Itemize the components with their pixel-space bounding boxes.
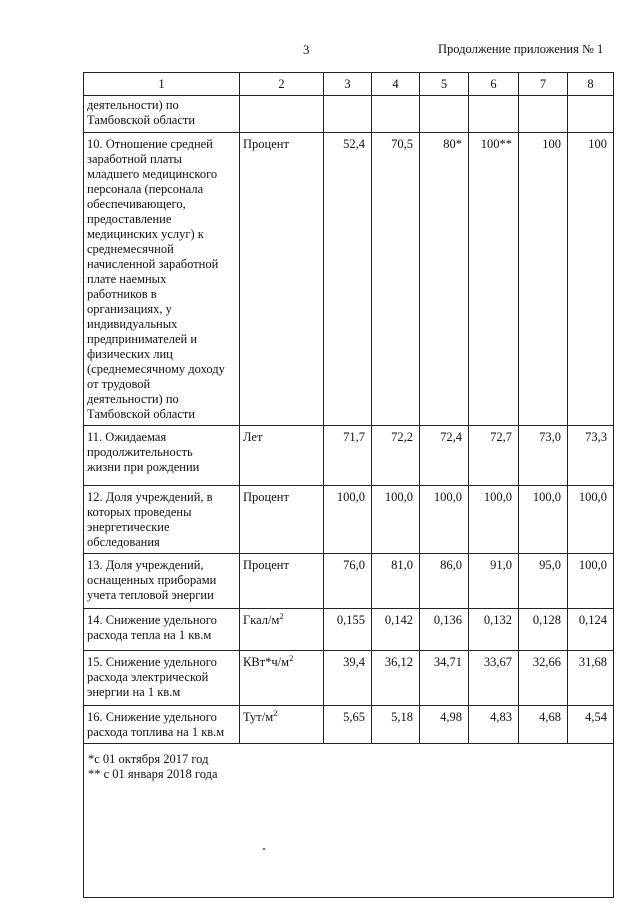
indicator-line: Тамбовской области	[87, 407, 196, 421]
unit-text: Гкал/м	[243, 613, 280, 627]
value-cell: 100,0	[568, 486, 614, 554]
value-cell: 5,65	[324, 706, 372, 744]
indicator-line: предоставление	[87, 212, 172, 226]
value-cell: 52,4	[324, 133, 372, 426]
indicator-line: начисленной заработной	[87, 257, 219, 271]
indicator-line: младшего медицинского	[87, 167, 218, 181]
value-cell: 81,0	[372, 554, 420, 609]
column-header: 7	[519, 73, 568, 96]
value-cell: 95,0	[519, 554, 568, 609]
indicator-cell	[84, 651, 240, 706]
text-line: деятельности) по	[87, 98, 179, 112]
value-cell: 4,54	[568, 706, 614, 744]
table-body	[84, 73, 614, 898]
indicator-cell	[84, 554, 240, 609]
table-row	[84, 426, 614, 486]
value-cell: 36,12	[372, 651, 420, 706]
value-cell: 100,0	[568, 554, 614, 609]
value-cell: 31,68	[568, 651, 614, 706]
indicator-line: продолжительность	[87, 445, 193, 459]
value-cell: 4,68	[519, 706, 568, 744]
indicator-cell	[84, 426, 240, 486]
column-header: 2	[240, 73, 324, 96]
indicator-line: персонала (персонала	[87, 182, 204, 196]
value-cell: 100,0	[324, 486, 372, 554]
value-cell: 4,98	[420, 706, 469, 744]
value-cell: 100,0	[519, 486, 568, 554]
unit-text: КВт*ч/м	[243, 655, 290, 669]
unit-cell	[240, 554, 324, 609]
value-cell: 73,3	[568, 426, 614, 486]
indicator-line: расхода тепла на 1 кв.м	[87, 628, 212, 642]
indicator-line: заработной платы	[87, 152, 182, 166]
value-cell: 34,71	[420, 651, 469, 706]
indicator-line: учета тепловой энергии	[87, 588, 214, 602]
indicator-line: энергетические	[87, 520, 170, 534]
table-row	[84, 133, 614, 426]
unit-text: Процент	[243, 137, 289, 151]
value-cell: 39,4	[324, 651, 372, 706]
unit-cell	[240, 706, 324, 744]
scan-speck	[263, 848, 265, 850]
indicator-line: физических лиц	[87, 347, 173, 361]
value-cell: 100	[519, 133, 568, 426]
value-cell: 70,5	[372, 133, 420, 426]
empty-cell	[519, 96, 568, 133]
indicator-line: 10. Отношение средней	[87, 137, 213, 151]
indicator-cell	[84, 133, 240, 426]
indicator-line: 15. Снижение удельного	[87, 655, 217, 669]
empty-cell	[324, 96, 372, 133]
empty-cell	[568, 96, 614, 133]
unit-text: Процент	[243, 558, 289, 572]
unit-cell	[240, 486, 324, 554]
appendix-caption: Продолжение приложения № 1	[438, 42, 604, 56]
continuation-row	[84, 96, 614, 133]
table-row	[84, 486, 614, 554]
indicator-line: (среднемесячному доходу	[87, 362, 225, 376]
footnotes-row	[84, 744, 614, 898]
value-cell: 100,0	[469, 486, 519, 554]
value-cell: 5,18	[372, 706, 420, 744]
unit-text: Тут/м	[243, 710, 274, 724]
value-cell: 0,136	[420, 609, 469, 651]
table-row	[84, 554, 614, 609]
value-cell: 100	[568, 133, 614, 426]
column-header: 5	[420, 73, 469, 96]
column-header: 6	[469, 73, 519, 96]
value-cell: 72,2	[372, 426, 420, 486]
indicator-line: расхода электрической	[87, 670, 209, 684]
indicator-line: 16. Снижение удельного	[87, 710, 217, 724]
indicator-cell	[84, 706, 240, 744]
value-cell: 100,0	[420, 486, 469, 554]
indicator-line: 14. Снижение удельного	[87, 613, 217, 627]
unit-cell	[240, 651, 324, 706]
indicator-line: работников в	[87, 287, 157, 301]
empty-cell	[240, 96, 324, 133]
indicators-table	[83, 72, 614, 898]
table-row	[84, 651, 614, 706]
indicator-line: которых проведены	[87, 505, 192, 519]
value-cell: 73,0	[519, 426, 568, 486]
column-header: 4	[372, 73, 420, 96]
indicator-line: среднемесячной	[87, 242, 174, 256]
continuation-text	[84, 96, 240, 133]
indicator-line: расхода топлива на 1 кв.м	[87, 725, 225, 739]
unit-superscript: 2	[289, 652, 294, 663]
indicator-cell	[84, 609, 240, 651]
value-cell: 76,0	[324, 554, 372, 609]
column-header: 3	[324, 73, 372, 96]
unit-cell	[240, 609, 324, 651]
table-row	[84, 706, 614, 744]
unit-superscript: 2	[273, 707, 278, 718]
value-cell: 32,66	[519, 651, 568, 706]
text-line: Тамбовской области	[87, 113, 196, 127]
unit-cell	[240, 133, 324, 426]
indicator-line: предпринимателей и	[87, 332, 198, 346]
value-cell: 80*	[420, 133, 469, 426]
unit-text: Процент	[243, 490, 289, 504]
unit-cell	[240, 426, 324, 486]
table-row	[84, 609, 614, 651]
value-cell: 0,142	[372, 609, 420, 651]
empty-cell	[469, 96, 519, 133]
indicator-line: деятельности) по	[87, 392, 179, 406]
unit-text: Лет	[243, 430, 263, 444]
indicator-line: 13. Доля учреждений,	[87, 558, 204, 572]
indicator-line: медицинских услуг) к	[87, 227, 204, 241]
column-header: 8	[568, 73, 614, 96]
value-cell: 4,83	[469, 706, 519, 744]
value-cell: 0,124	[568, 609, 614, 651]
header-row	[84, 73, 614, 96]
indicator-line: обеспечивающего,	[87, 197, 186, 211]
empty-cell	[420, 96, 469, 133]
indicator-line: обследования	[87, 535, 160, 549]
indicator-line: 11. Ожидаемая	[87, 430, 167, 444]
value-cell: 71,7	[324, 426, 372, 486]
value-cell: 72,7	[469, 426, 519, 486]
column-header: 1	[84, 73, 240, 96]
indicator-line: энергии на 1 кв.м	[87, 685, 181, 699]
empty-cell	[372, 96, 420, 133]
indicator-line: плате наемных	[87, 272, 167, 286]
indicator-line: жизни при рождении	[87, 460, 200, 474]
indicator-line: организациях, у	[87, 302, 172, 316]
value-cell: 86,0	[420, 554, 469, 609]
value-cell: 0,128	[519, 609, 568, 651]
indicator-line: от трудовой	[87, 377, 151, 391]
value-cell: 91,0	[469, 554, 519, 609]
indicator-cell	[84, 486, 240, 554]
indicator-line: 12. Доля учреждений, в	[87, 490, 213, 504]
footnote: *с 01 октября 2017 год	[88, 752, 209, 766]
value-cell: 100**	[469, 133, 519, 426]
footnote: ** с 01 января 2018 года	[88, 767, 218, 781]
indicator-line: оснащенных приборами	[87, 573, 217, 587]
page-number: 3	[303, 42, 310, 57]
value-cell: 0,155	[324, 609, 372, 651]
footnotes-cell	[84, 744, 614, 898]
value-cell: 100,0	[372, 486, 420, 554]
value-cell: 33,67	[469, 651, 519, 706]
value-cell: 72,4	[420, 426, 469, 486]
value-cell: 0,132	[469, 609, 519, 651]
indicator-line: индивидуальных	[87, 317, 178, 331]
unit-superscript: 2	[279, 610, 284, 621]
